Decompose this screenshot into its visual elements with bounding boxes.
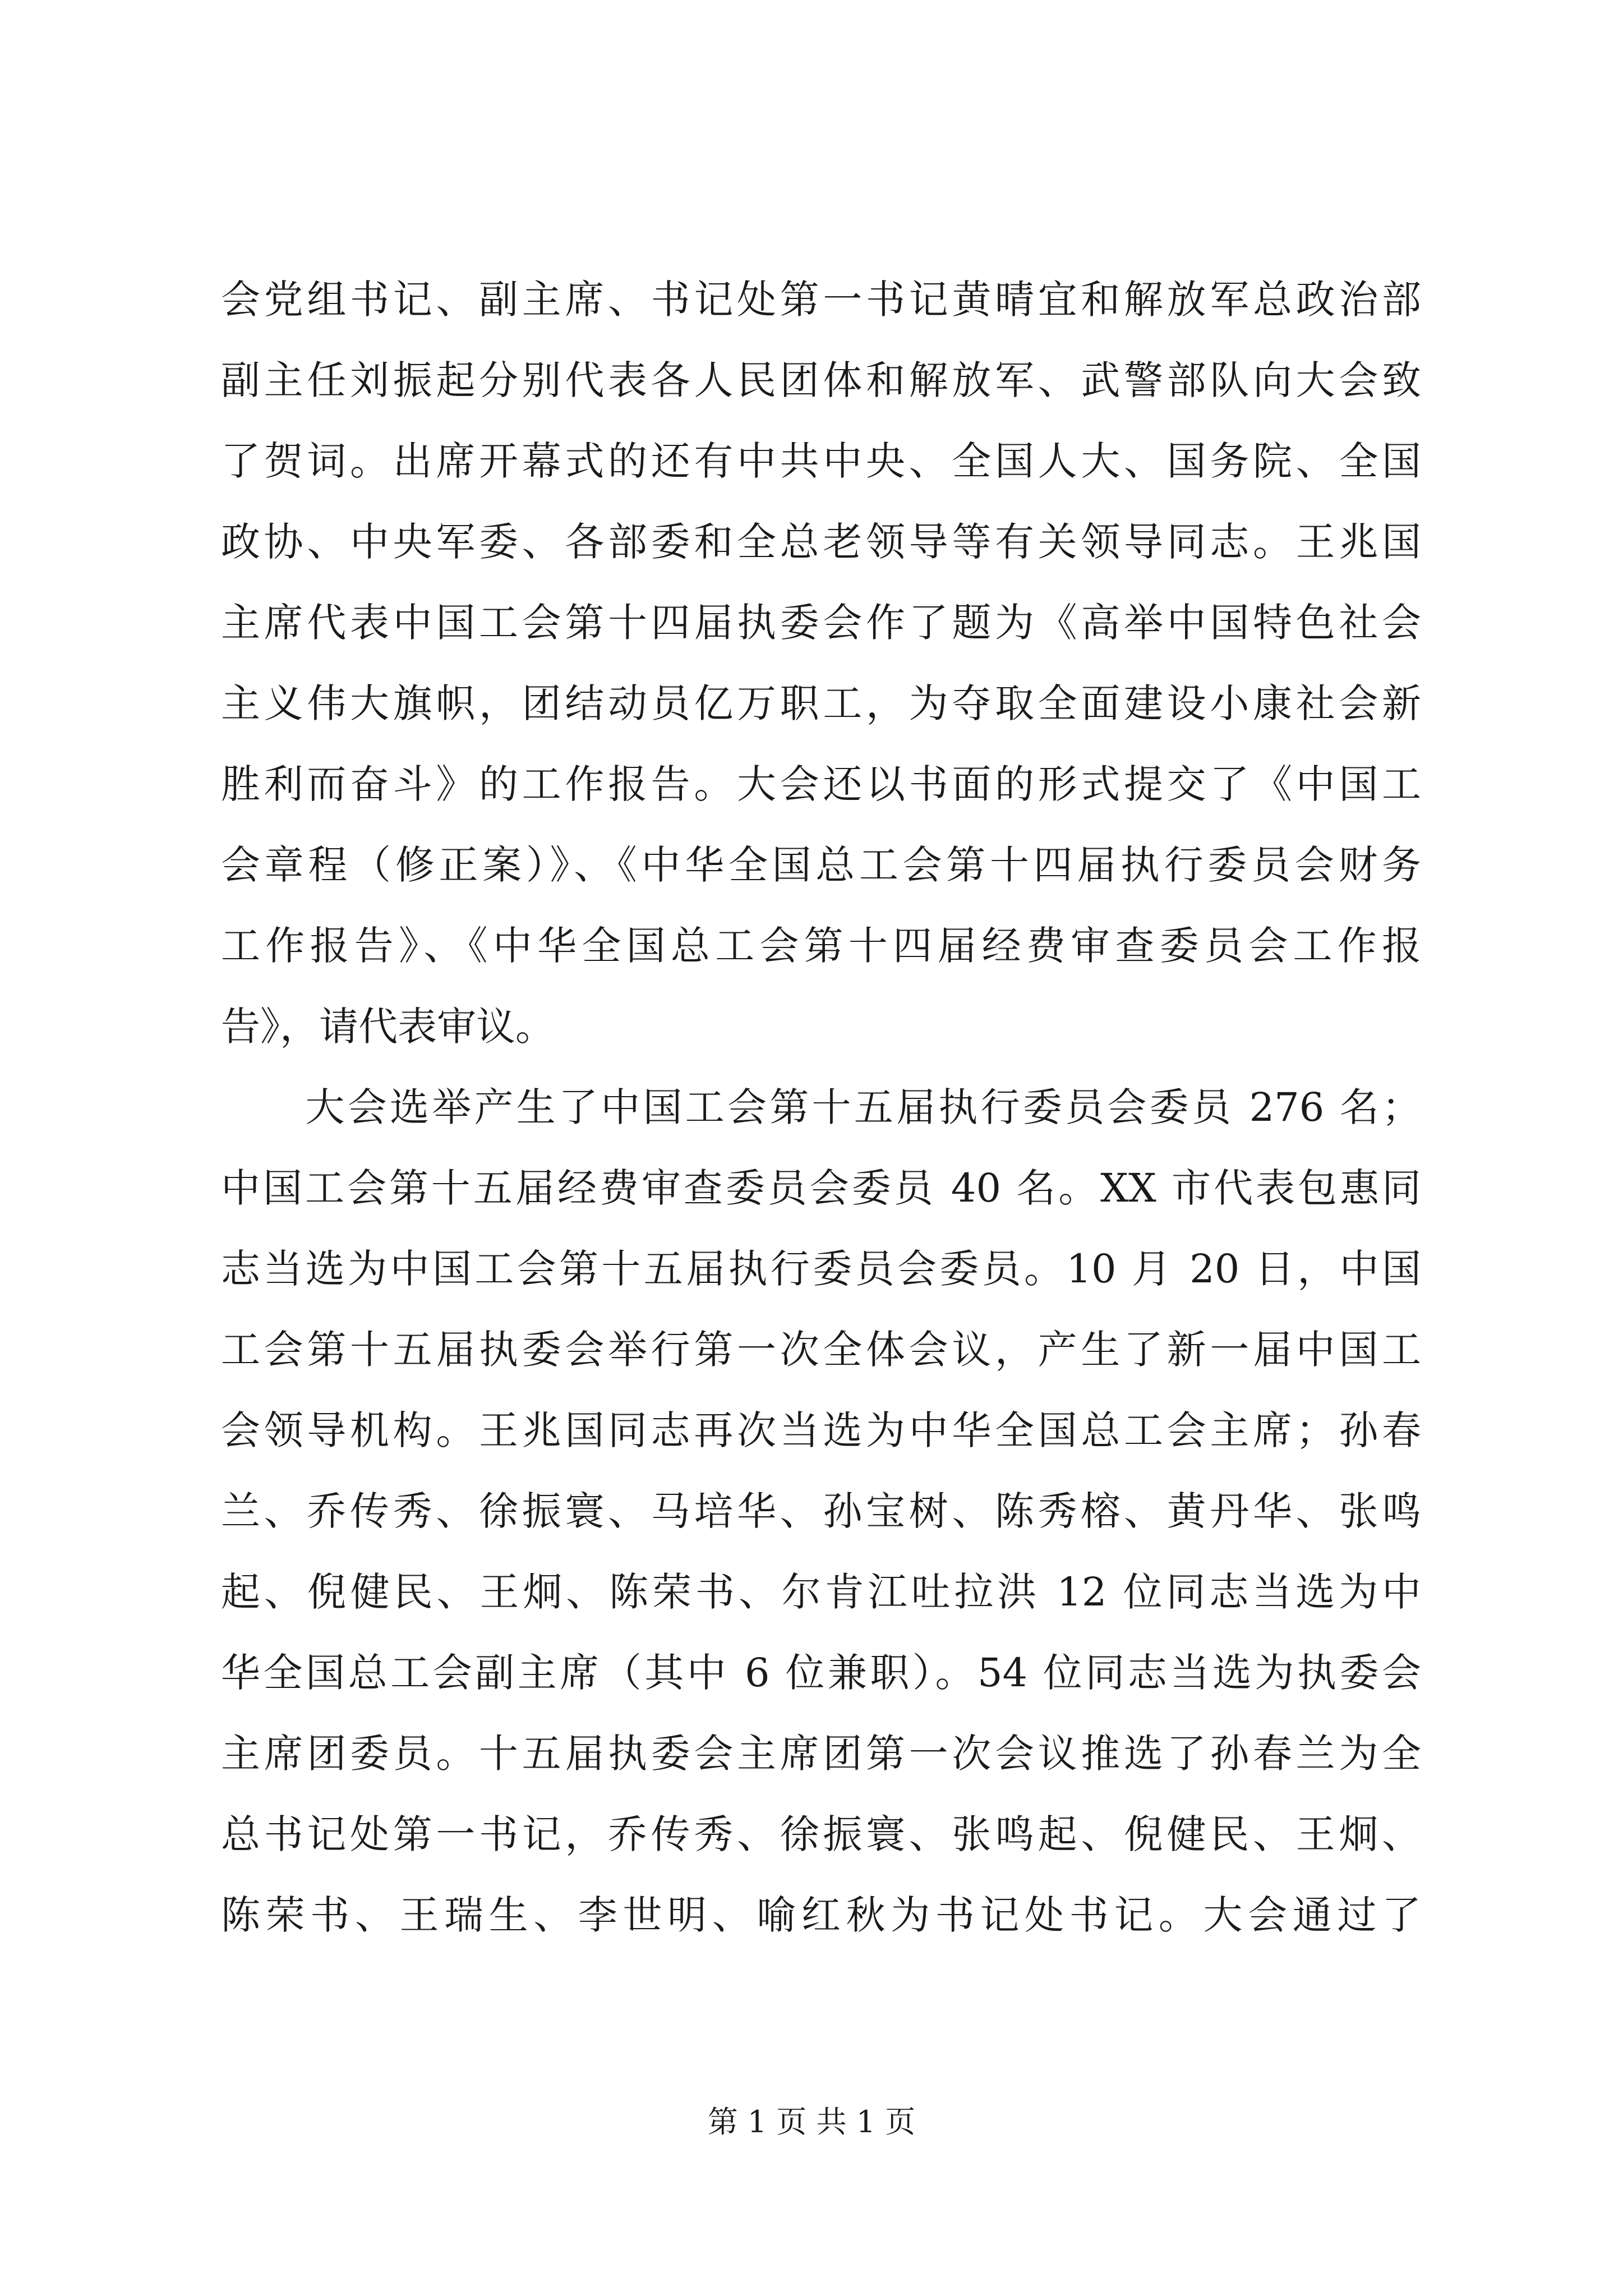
text-line: 陈荣书、王瑞生、李世明、喻红秋为书记处书记。大会通过了 [221,1892,1421,1938]
text-line: 总书记处第一书记，乔传秀、徐振寰、张鸣起、倪健民、王炯、 [221,1811,1421,1857]
text-line: 志当选为中国工会第十五届执行委员会委员。10 月 20 日，中国 [221,1246,1421,1292]
paragraph-1 [221,259,1421,1067]
text-line: 会党组书记、副主席、书记处第一书记黄晴宜和解放军总政治部 [221,277,1421,323]
text-line: 主义伟大旗帜，团结动员亿万职工，为夺取全面建设小康社会新 [221,680,1421,726]
text-line: 会章程（修正案）》、《中华全国总工会第十四届执行委员会财务 [221,842,1421,888]
text-line: 告》，请代表审议。 [221,1004,555,1050]
text-line: 主席代表中国工会第十四届执委会作了题为《高举中国特色社会 [221,600,1421,646]
text-line: 中国工会第十五届经费审查委员会委员 40 名。XX 市代表包惠同 [221,1165,1421,1211]
text-line: 了贺词。出席开幕式的还有中共中央、全国人大、国务院、全国 [221,438,1421,484]
text-line: 会领导机构。王兆国同志再次当选为中华全国总工会主席；孙春 [221,1407,1421,1453]
text-line: 副主任刘振起分别代表各人民团体和解放军、武警部队向大会致 [221,357,1421,403]
text-line: 大会选举产生了中国工会第十五届执行委员会委员 276 名； [221,1084,1421,1130]
text-line: 工作报告》、《中华全国总工会第十四届经费审查委员会工作报 [221,923,1421,969]
text-line: 主席团委员。十五届执委会主席团第一次会议推选了孙春兰为全 [221,1731,1421,1777]
page-footer [0,2098,1623,2141]
paragraph-2 [221,1067,1421,1955]
text-line: 胜利而奋斗》的工作报告。大会还以书面的形式提交了《中国工 [221,761,1421,807]
text-line: 工会第十五届执委会举行第一次全体会议，产生了新一届中国工 [221,1327,1421,1373]
document-body [221,259,1421,1955]
text-line: 政协、中央军委、各部委和全总老领导等有关领导同志。王兆国 [221,519,1421,565]
text-line: 起、倪健民、王炯、陈荣书、尔肯江吐拉洪 12 位同志当选为中 [221,1569,1421,1615]
text-line: 兰、乔传秀、徐振寰、马培华、孙宝树、陈秀榕、黄丹华、张鸣 [221,1488,1421,1534]
page-number: 第 1 页 共 1 页 [707,2104,916,2139]
text-line: 华全国总工会副主席（其中 6 位兼职）。54 位同志当选为执委会 [221,1650,1421,1696]
